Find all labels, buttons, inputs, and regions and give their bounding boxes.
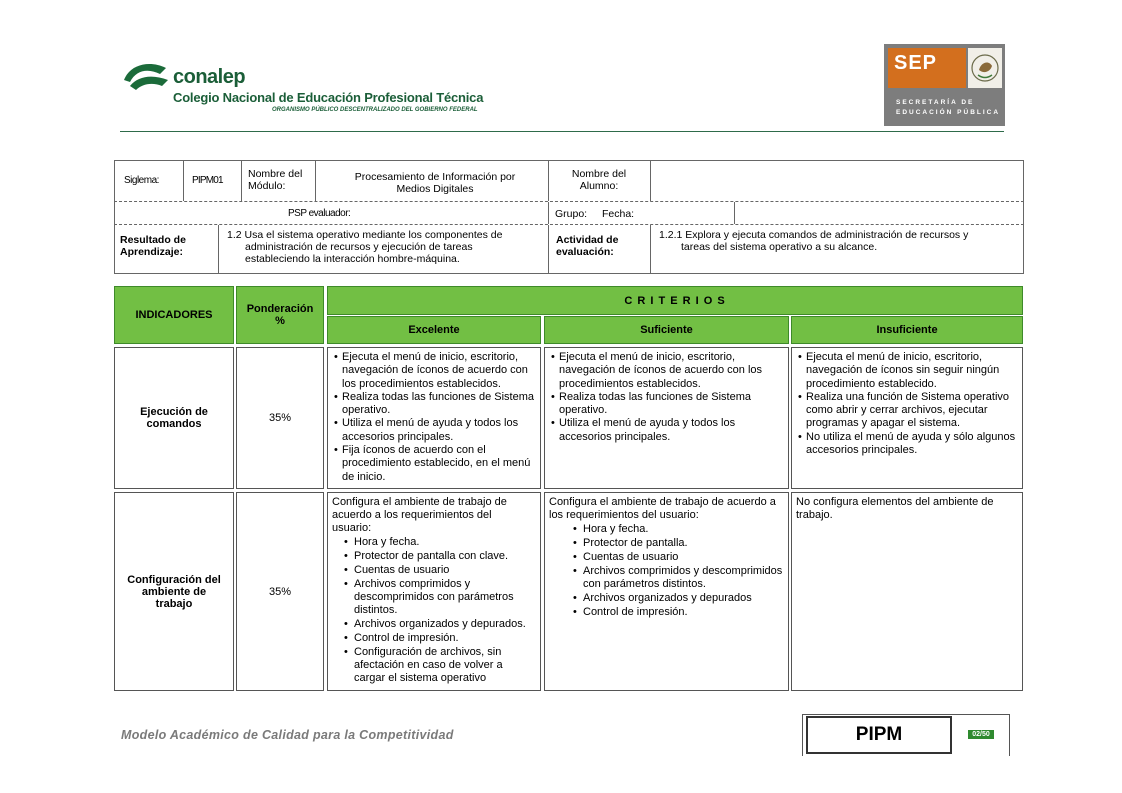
excelente-cell [327,347,541,489]
alumno-field[interactable] [652,163,1022,199]
list-item: • Realiza una función de Sistema operativo como abrir y cerrar archivos, ejecutar programas y apagar el sistema. [806,391,1018,431]
conalep-subtitle: ORGANISMO PÚBLICO DESCENTRALIZADO DEL GOBIERNO FEDERAL [272,107,478,113]
list-item: • Control de impresión. [354,632,536,645]
list-item: • Ejecuta el menú de inicio, escritorio, navegación de íconos de acuerdo con los procedimientos establecidos. [342,351,536,391]
resultado-value: 1.2 Usa el sistema operativo mediante los componentes de administración de recursos y ejecución de tareas estableciendo la interacción hombre-máquina. [227,229,503,265]
list-item: • Archivos organizados y depurados. [354,618,536,631]
criterios-header: C R I T E R I O S [327,286,1023,315]
ponderacion-cell: 35% [236,347,324,489]
sigla-value: PIPM01 [192,175,223,186]
indicador-cell: Configuración del ambiente de trabajo [114,492,234,691]
indicadores-header: INDICADORES [114,286,234,344]
footer-page-tag: 02/50 [968,730,994,739]
criteria-list [806,351,1018,457]
list-item: • Ejecuta el menú de inicio, escritorio, navegación de íconos sin seguir ningún procedimiento establecido. [806,351,1018,391]
list-item: • No utiliza el menú de ayuda y sólo algunos accesorios principales. [806,431,1018,458]
criteria-intro: No configura elementos del ambiente de trabajo. [796,496,994,521]
insuficiente-header: Insuficiente [791,316,1023,344]
suficiente-header: Suficiente [544,316,789,344]
footer-code: PIPM [806,716,952,754]
criteria-list [559,351,784,444]
list-item: • Fija íconos de acuerdo con el procedimiento establecido, en el menú de inicio. [342,444,536,484]
list-item: • Utiliza el menú de ayuda y todos los accesorios principales. [559,417,784,444]
list-item: • Control de impresión. [583,606,784,619]
fecha-label: Fecha: [602,208,635,220]
actividad-label: Actividad de evaluación: [556,234,619,258]
alumno-label: Nombre del Alumno: [571,168,627,192]
suficiente-cell [544,347,789,489]
list-item: • Utiliza el menú de ayuda y todos los accesorios principales. [342,417,536,444]
list-item: • Configuración de archivos, sin afectación en caso de volver a cargar el sistema operativo [354,646,536,685]
header-divider [120,131,1004,132]
list-item: • Realiza todas las funciones de Sistema operativo. [342,391,536,418]
resultado-label: Resultado de Aprendizaje: [120,234,186,258]
list-item: • Protector de pantalla. [583,537,784,550]
list-item: • Hora y fecha. [354,536,536,549]
list-item: • Ejecuta el menú de inicio, escritorio, navegación de íconos de acuerdo con los procedimientos establecidos. [559,351,784,391]
list-item: • Archivos organizados y depurados [583,592,784,605]
list-item: • Protector de pantalla con clave. [354,550,536,563]
mexico-seal-icon [968,48,1002,88]
footer-model-text: Modelo Académico de Calidad para la Competitividad [121,728,454,742]
criteria-list [342,351,536,484]
conalep-wordmark: conalep [173,66,246,88]
conalep-logo-mark [120,58,172,92]
modulo-label: Nombre del Módulo: [248,168,303,192]
suficiente-cell [544,492,789,691]
insuficiente-cell [791,347,1023,489]
sep-abbr: SEP [894,52,938,74]
excelente-cell [327,492,541,691]
criteria-list [354,536,536,685]
list-item: • Cuentas de usuario [354,564,536,577]
ponderacion-cell: 35% [236,492,324,691]
psp-label: PSP evaluador: [288,208,351,219]
sigla-label: Siglema: [124,175,159,186]
modulo-value: Procesamiento de Información por Medios Digitales [354,171,516,195]
criteria-intro: Configura el ambiente de trabajo de acuerdo a los requerimientos del usuario: [549,496,776,521]
excelente-header: Excelente [327,316,541,344]
ponderacion-header: Ponderación % [236,286,324,344]
criteria-list [583,523,784,619]
actividad-value: 1.2.1 Explora y ejecuta comandos de administración de recursos y tareas del sistema operativo a su alcance. [659,229,969,253]
list-item: • Archivos comprimidos y descomprimidos con parámetros distintos. [354,578,536,617]
criteria-intro: Configura el ambiente de trabajo de acuerdo a los requerimientos del usuario: [332,496,507,534]
list-item: • Archivos comprimidos y descomprimidos con parámetros distintos. [583,565,784,591]
indicador-cell: Ejecución de comandos [114,347,234,489]
grupo-label: Grupo: [555,208,588,220]
list-item: • Realiza todas las funciones de Sistema operativo. [559,391,784,418]
conalep-full-name: Colegio Nacional de Educación Profesional Técnica [173,90,484,105]
sep-description: SECRETARÍA DE EDUCACIÓN PÚBLICA [896,99,1001,116]
list-item: • Cuentas de usuario [583,551,784,564]
insuficiente-cell [791,492,1023,691]
list-item: • Hora y fecha. [583,523,784,536]
